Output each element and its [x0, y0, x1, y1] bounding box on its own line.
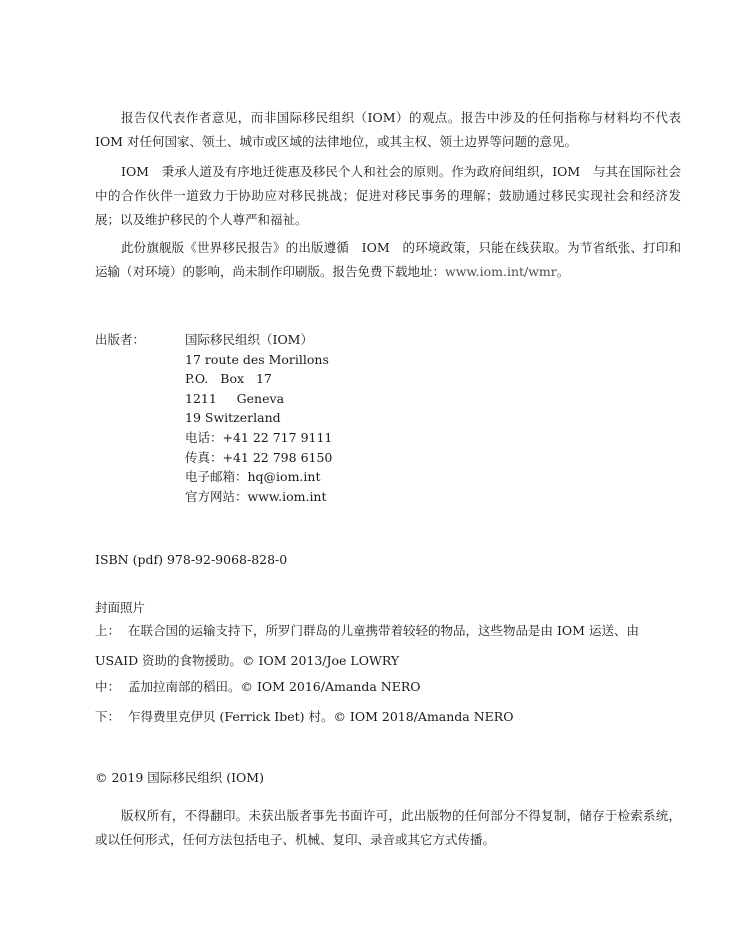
environment-policy-end: 。 [556, 264, 570, 279]
publisher-name: 国际移民组织（IOM） [185, 332, 313, 347]
cover-caption-bottom-text: 乍得费里克伊贝 (Ferrick Ibet) 村。© IOM 2018/Amanda NERO [128, 709, 514, 724]
cover-caption-middle-label: 中： [95, 679, 121, 694]
rights-paragraph: 版权所有，不得翻印。未获出版者事先书面许可，此出版物的任何部分不得复制，储存于检索系统，或以任何形式，任何方法包括电子、机械、复印、录音或其它方式传播。 [95, 808, 681, 847]
isbn-line: ISBN (pdf) 978-92-9068-828-0 [95, 552, 288, 567]
publisher-address [185, 330, 332, 506]
publisher-email: 电子邮箱：hq@iom.int [185, 469, 321, 485]
cover-caption-bottom [95, 702, 681, 732]
disclaimer-paragraph: 报告仅代表作者意见，而非国际移民组织（IOM）的观点。报告中涉及的任何指称与材料均不代表 IOM 对任何国家、领土、城市或区域的法律地位，或其主权、领土边界等问题的意见。 [95, 110, 681, 149]
download-link[interactable]: www.iom.int/wmr [445, 264, 557, 279]
iom-principle-paragraph: IOM 秉承人道及有序地迁徙惠及移民个人和社会的原则。作为政府间组织，IOM 与其在国际社会中的合作伙伴一道致力于协助应对移民挑战；促进对移民事务的理解；鼓励通过移民实现社会和经济发展；以及维护移民的个人尊严和福祉。 [95, 164, 681, 227]
cover-caption-top [95, 616, 681, 676]
cover-photo-heading: 封面照片 [95, 600, 146, 615]
cover-caption-top-label: 上： [95, 623, 121, 638]
cover-caption-top-text: 在联合国的运输支持下，所罗门群岛的儿童携带着较轻的物品，这些物品是由 IOM 运送、由 USAID 资助的食物援助。© IOM 2013/Joe LOWRY [95, 623, 652, 668]
publisher-fax: 传真：+41 22 798 6150 [185, 449, 333, 465]
publisher-website: 官方网站：www.iom.int [185, 488, 327, 504]
cover-caption-middle [95, 672, 681, 702]
publisher-label: 出版者： [95, 332, 146, 347]
publisher-phone: 电话：+41 22 717 9111 [185, 429, 333, 445]
publisher-country: 19 Switzerland [185, 410, 281, 426]
publisher-po-box: P.O. Box 17 [185, 371, 272, 387]
cover-caption-bottom-label: 下： [95, 709, 121, 724]
environment-policy-paragraph [95, 236, 681, 284]
cover-caption-middle-text: 孟加拉南部的稻田。© IOM 2016/Amanda NERO [128, 679, 421, 694]
publisher-city: 1211 Geneva [185, 390, 285, 406]
environment-policy-text: 此份旗舰版《世界移民报告》的出版遵循 IOM 的环境政策，只能在线获取。为节省纸张、打印和运输（对环境）的影响，尚未制作印刷版。报告免费下载地址： [95, 240, 681, 279]
publisher-street: 17 route des Morillons [185, 351, 329, 367]
copyright-line: © 2019 国际移民组织 (IOM) [95, 770, 264, 785]
